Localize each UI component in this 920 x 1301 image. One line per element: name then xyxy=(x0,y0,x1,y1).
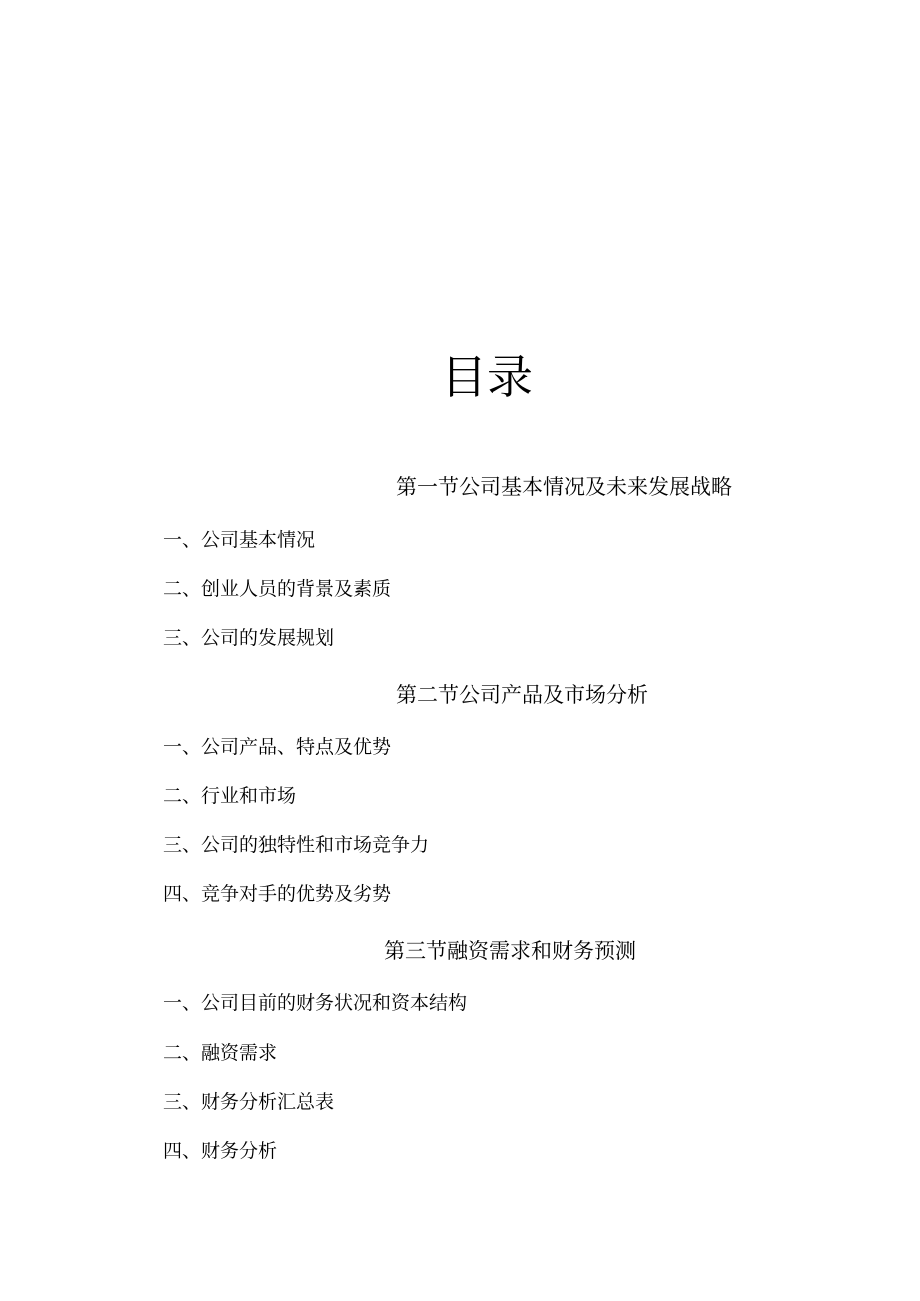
toc-item[interactable]: 三、财务分析汇总表 xyxy=(163,1091,335,1113)
toc-item[interactable]: 四、财务分析 xyxy=(163,1140,278,1162)
toc-item[interactable]: 二、行业和市场 xyxy=(163,785,297,807)
toc-item[interactable]: 三、公司的独特性和市场竞争力 xyxy=(163,834,430,856)
toc-item[interactable]: 一、公司基本情况 xyxy=(163,529,316,551)
section-heading-1[interactable]: 第一节公司基本情况及未来发展战略 xyxy=(396,475,732,499)
section-heading-3[interactable]: 第三节融资需求和财务预测 xyxy=(384,939,636,963)
toc-item[interactable]: 四、竞争对手的优势及劣势 xyxy=(163,883,392,905)
toc-item[interactable]: 三、公司的发展规划 xyxy=(163,627,335,649)
toc-item[interactable]: 二、融资需求 xyxy=(163,1042,278,1064)
toc-title: 目录 xyxy=(441,350,533,404)
toc-item[interactable]: 一、公司目前的财务状况和资本结构 xyxy=(163,992,468,1014)
toc-item[interactable]: 一、公司产品、特点及优势 xyxy=(163,736,392,758)
section-heading-2[interactable]: 第二节公司产品及市场分析 xyxy=(396,683,648,707)
toc-item[interactable]: 二、创业人员的背景及素质 xyxy=(163,578,392,600)
